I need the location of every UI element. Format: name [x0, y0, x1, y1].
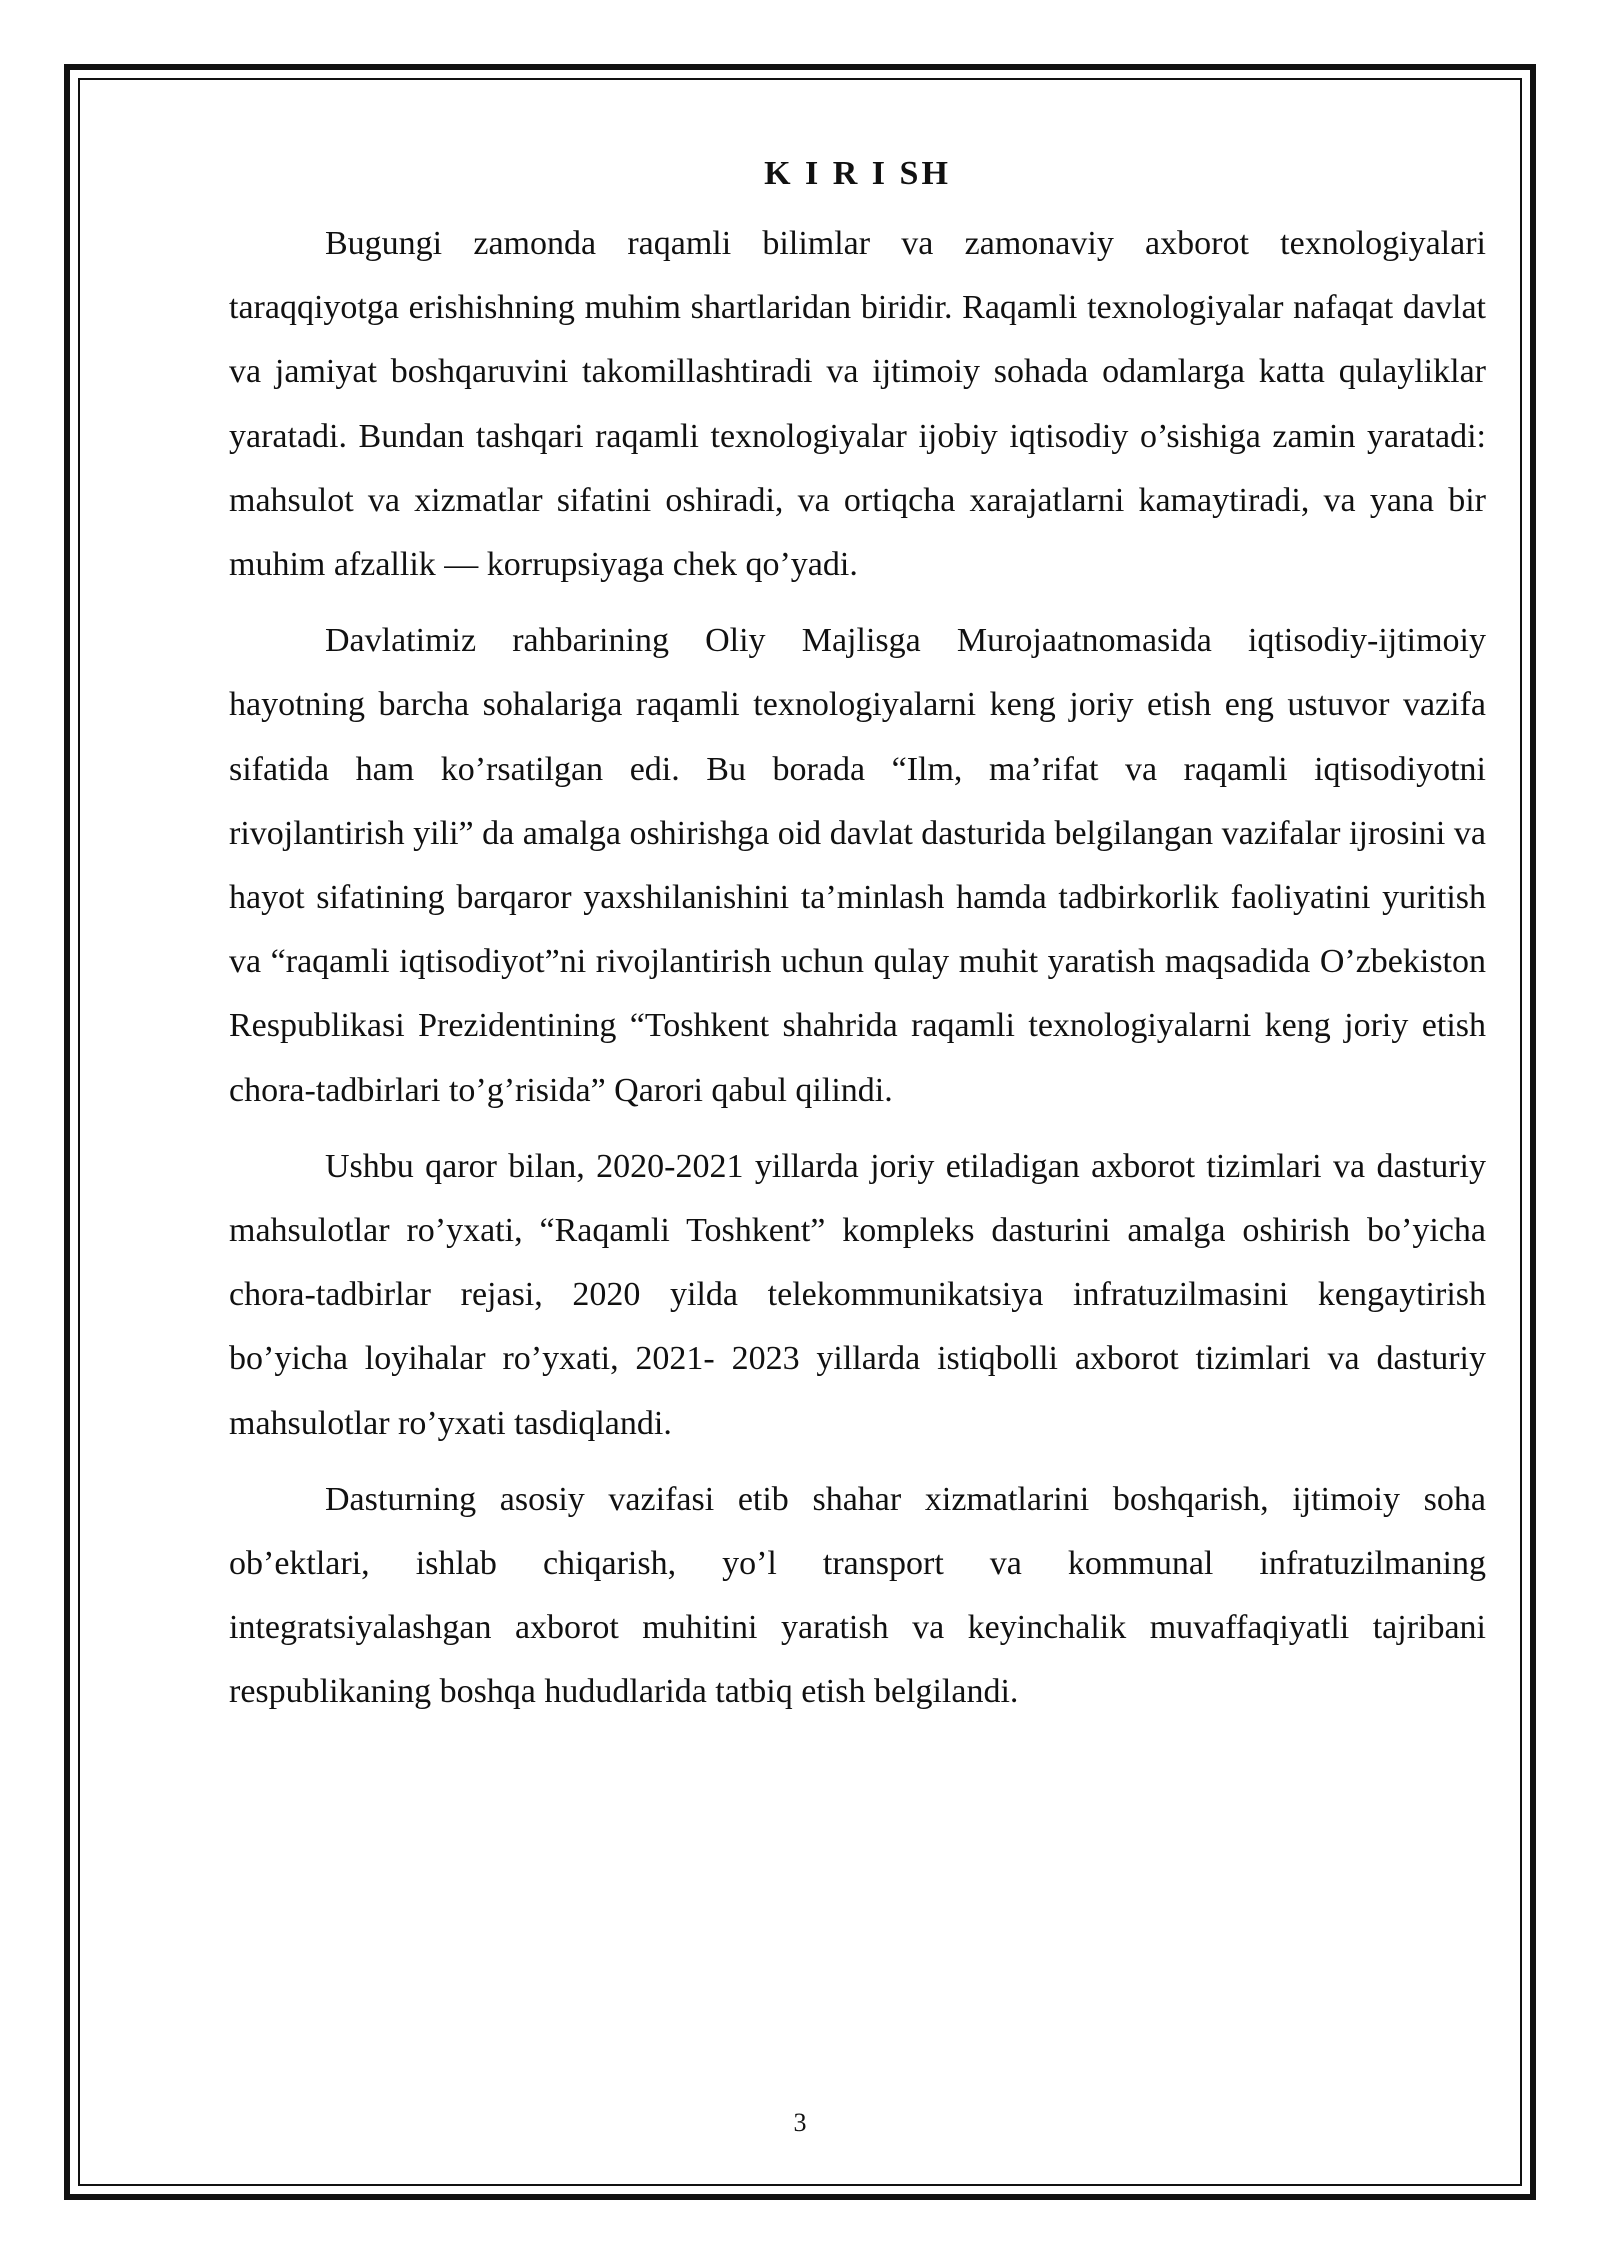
- paragraph-1: Bugungi zamonda raqamli bilimlar va zamonaviy axborot texnologiyalari taraqqiyotga erishishning muhim shartlaridan biridir. Raqamli texnologiyalar nafaqat davlat va jamiyat boshqaruvini takomillashtiradi va ijtimoiy sohada odamlarga katta qulayliklar yaratadi. Bundan tashqari raqamli texnologiyalar ijobiy iqtisodiy o’sishiga zamin yaratadi: mahsulot va xizmatlar sifatini oshiradi, va ortiqcha xarajatlarni kamaytiradi, va yana bir muhim afzallik — korrupsiyaga chek qo’yadi.: [229, 225, 1486, 584]
- page-number: 3: [793, 2108, 807, 2137]
- paragraph-3: Ushbu qaror bilan, 2020-2021 yillarda joriy etiladigan axborot tizimlari va dasturiy mahsulotlar ro’yxati, “Raqamli Toshkent” kompleks dasturini amalga oshirish bo’yicha chora-tadbirlar rejasi, 2020 yilda telekommunikatsiya infratuzilmasini kengaytirish bo’yicha loyihalar ro’yxati, 2021- 2023 yillarda istiqbolli axborot tizimlari va dasturiy mahsulotlar ro’yxati tasdiqlandi.: [229, 1147, 1486, 1442]
- document-body: [229, 152, 1486, 1737]
- paragraph-2: Davlatimiz rahbarining Oliy Majlisga Murojaatnomasida iqtisodiy-ijtimoiy hayotning barcha sohalariga raqamli texnologiyalarni keng joriy etish eng ustuvor vazifa sifatida ham ko’rsatilgan edi. Bu borada “Ilm, ma’rifat va raqamli iqtisodiyotni rivojlantirish yili” da amalga oshirishga oid davlat dasturida belgilangan vazifalar ijrosini va hayot sifatining barqaror yaxshilanishini ta’minlash hamda tadbirkorlik faoliyatini yuritish va “raqamli iqtisodiyot”ni rivojlantirish uchun qulay muhit yaratish maqsadida O’zbekiston Respublikasi Prezidentining “Toshkent shahrida raqamli texnologiyalarni keng joriy etish chora-tadbirlari to’g’risida” Qarori qabul qilindi.: [229, 622, 1486, 1109]
- paragraph-4: Dasturning asosiy vazifasi etib shahar xizmatlarini boshqarish, ijtimoiy soha ob’ektlari, ishlab chiqarish, yo’l transport va kommunal infratuzilmaning integratsiyalashgan axborot muhitini yaratish va keyinchalik muvaffaqiyatli tajribani respublikaning boshqa hududlarida tatbiq etish belgilandi.: [229, 1480, 1486, 1711]
- page-title: K I R I SH: [764, 155, 951, 192]
